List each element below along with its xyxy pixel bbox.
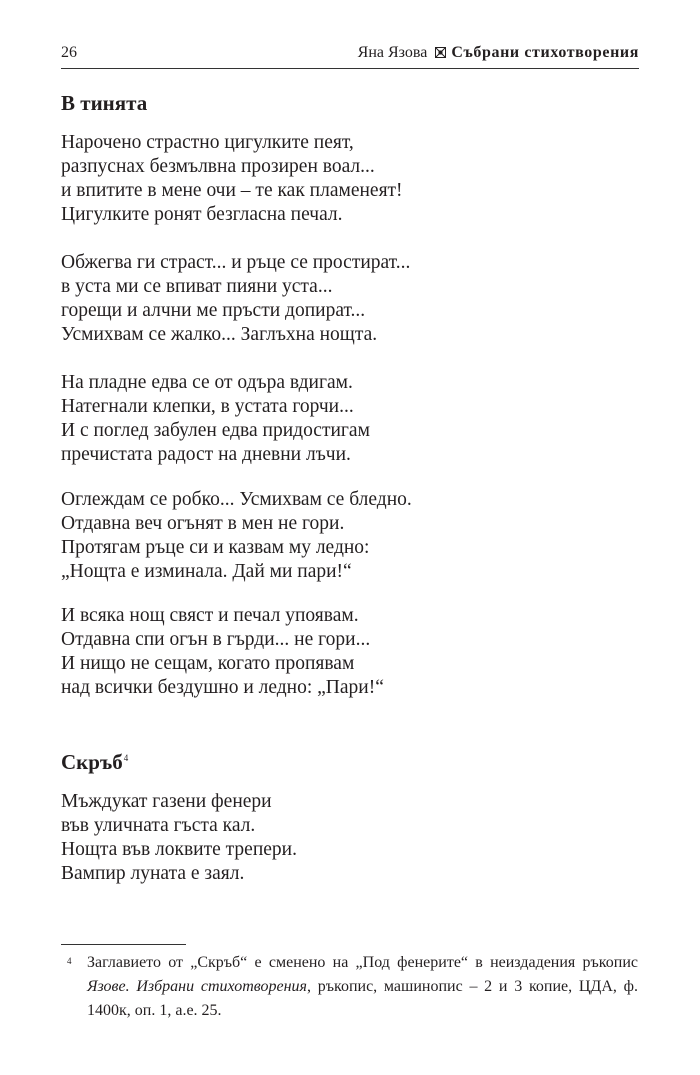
verse-line: Нощта във локвите трепери. — [61, 839, 297, 860]
verse-line: На пладне едва се от одъра вдигам. — [61, 372, 353, 393]
poem-title: В тинята — [61, 91, 148, 115]
footnote-text-part: Заглавието от „Скръб“ е сменено на „Под фенерите“ в неиздадения ръкопис — [87, 954, 638, 971]
footnote-number: 4 — [67, 956, 72, 966]
author-name: Яна Язова — [357, 44, 428, 61]
footnote-text — [87, 951, 638, 1023]
verse-line: Оглеждам се робко... Усмихвам се бледно. — [61, 489, 412, 510]
stanza — [61, 604, 384, 700]
verse-line: Вампир луната е заял. — [61, 863, 245, 884]
ornament-icon — [435, 47, 446, 58]
stanza — [61, 131, 403, 227]
verse-line: Обжегва ги страст... и ръце се простират... — [61, 252, 411, 273]
verse-line: Натегнали клепки, в устата горчи... — [61, 396, 354, 417]
verse-line: във уличната гъста кал. — [61, 815, 256, 836]
verse-line: И всяка нощ свяст и печал упоявам. — [61, 605, 359, 626]
verse-line: пречистата радост на дневни лъчи. — [61, 444, 351, 465]
verse-line: и впитите в мене очи – те как пламенеят! — [61, 180, 403, 201]
verse-line: горещи и алчни ме пръсти допират... — [61, 300, 366, 321]
verse-line: над всички бездушно и ледно: „Пари!“ — [61, 677, 384, 698]
running-head — [358, 44, 639, 62]
poem-title — [61, 750, 128, 775]
book-title: Събрани стихотворения — [451, 44, 639, 61]
poem-title-text: Скръб — [61, 750, 123, 774]
verse-line: Отдавна спи огън в гърди... не гори... — [61, 629, 371, 650]
footnote — [61, 951, 638, 1023]
verse-line: Протягам ръце си и казвам му ледно: — [61, 537, 370, 558]
running-header — [61, 42, 639, 69]
verse-line: Усмихвам се жалко... Заглъхна нощта. — [61, 324, 378, 345]
footnote-italic-title: Язове. Избрани стихотворения — [87, 978, 307, 995]
verse-line: разпуснах безмълвна прозирен воал... — [61, 156, 375, 177]
footnote-divider — [61, 944, 186, 945]
footnote-reference: 4 — [123, 753, 129, 763]
page-number: 26 — [61, 44, 77, 61]
stanza — [61, 790, 297, 886]
stanza — [61, 371, 370, 467]
verse-line: в уста ми се впиват пияни уста... — [61, 276, 333, 297]
verse-line: Отдавна веч огънят в мен не гори. — [61, 513, 345, 534]
verse-line: „Нощта е изминала. Дай ми пари!“ — [61, 561, 352, 582]
verse-line: Цигулките ронят безгласна печал. — [61, 204, 343, 225]
verse-line: Нарочено страстно цигулките пеят, — [61, 132, 354, 153]
verse-line: Мъждукат газени фенери — [61, 791, 272, 812]
verse-line: И нищо не сещам, когато пропявам — [61, 653, 355, 674]
stanza — [61, 488, 412, 584]
verse-line: И с поглед забулен едва придостигам — [61, 420, 370, 441]
stanza — [61, 251, 410, 347]
footnote-text-part: , ръкопис, машинопис – 2 и 3 копие, ЦДА, ф. 1400к, оп. 1, а.е. 25. — [87, 978, 639, 1019]
